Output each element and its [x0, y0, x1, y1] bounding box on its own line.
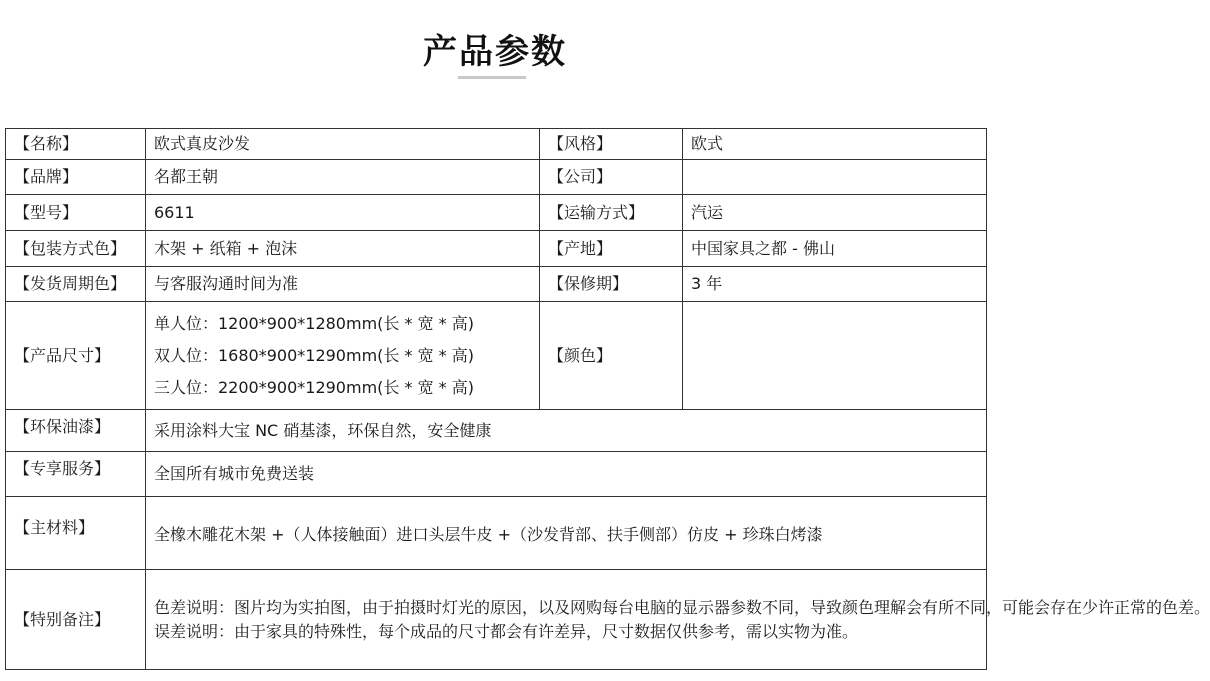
model-label: 【型号】 [6, 195, 146, 231]
warranty-value: 3 年 [683, 267, 987, 302]
name-label: 【名称】 [6, 129, 146, 160]
material-label: 【主材料】 [6, 497, 146, 570]
origin-value: 中国家具之都 - 佛山 [683, 231, 987, 267]
size-error-note: 误差说明：由于家具的特殊性，每个成品的尺寸都会有许差异，尺寸数据仅供参考，需以实物为准。 [154, 621, 859, 641]
shipping-label: 【运输方式】 [540, 195, 683, 231]
delivery-label: 【发货周期色】 [6, 267, 146, 302]
origin-label: 【产地】 [540, 231, 683, 267]
table-row [6, 302, 987, 410]
service-label: 【专享服务】 [6, 452, 146, 497]
notes-value [146, 570, 1210, 670]
brand-label: 【品牌】 [6, 160, 146, 195]
table-row [6, 570, 987, 670]
title-underline [458, 76, 526, 79]
table-row [6, 160, 987, 195]
table-row [6, 497, 987, 570]
size-triple: 三人位：2200*900*1290mm(长 * 宽 * 高) [154, 377, 474, 397]
packaging-label: 【包装方式色】 [6, 231, 146, 267]
table-row [6, 129, 987, 160]
size-double: 双人位：1680*900*1290mm(长 * 宽 * 高) [154, 345, 474, 365]
color-label: 【颜色】 [540, 302, 683, 410]
delivery-value: 与客服沟通时间为准 [146, 267, 540, 302]
table-row [6, 195, 987, 231]
page-title: 产品参数 [423, 32, 567, 72]
notes-label: 【特别备注】 [6, 570, 146, 670]
shipping-value: 汽运 [683, 195, 987, 231]
size-value [146, 302, 540, 410]
model-value: 6611 [146, 195, 540, 231]
table-row [6, 267, 987, 302]
size-single: 单人位：1200*900*1280mm(长 * 宽 * 高) [154, 313, 474, 333]
service-value: 全国所有城市免费送装 [146, 452, 987, 497]
paint-value: 采用涂料大宝 NC 硝基漆，环保自然，安全健康 [146, 410, 987, 452]
style-label: 【风格】 [540, 129, 683, 160]
table-row [6, 231, 987, 267]
material-value: 全橡木雕花木架 +（人体接触面）进口头层牛皮 +（沙发背部、扶手侧部）仿皮 + 珍珠白烤漆 [146, 497, 987, 570]
color-difference-note: 色差说明：图片均为实拍图，由于拍摄时灯光的原因，以及网购每台电脑的显示器参数不同，导致颜色理解会有所不同，可能会存在少许正常的色差。 [154, 597, 1210, 617]
name-value: 欧式真皮沙发 [146, 129, 540, 160]
company-value [683, 160, 987, 195]
paint-label: 【环保油漆】 [6, 410, 146, 452]
warranty-label: 【保修期】 [540, 267, 683, 302]
table-row [6, 452, 987, 497]
product-parameters-table [5, 128, 1210, 670]
brand-value: 名都王朝 [146, 160, 540, 195]
size-label: 【产品尺寸】 [6, 302, 146, 410]
packaging-value: 木架 + 纸箱 + 泡沫 [146, 231, 540, 267]
color-value [683, 302, 987, 410]
company-label: 【公司】 [540, 160, 683, 195]
table-row [6, 410, 987, 452]
style-value: 欧式 [683, 129, 987, 160]
